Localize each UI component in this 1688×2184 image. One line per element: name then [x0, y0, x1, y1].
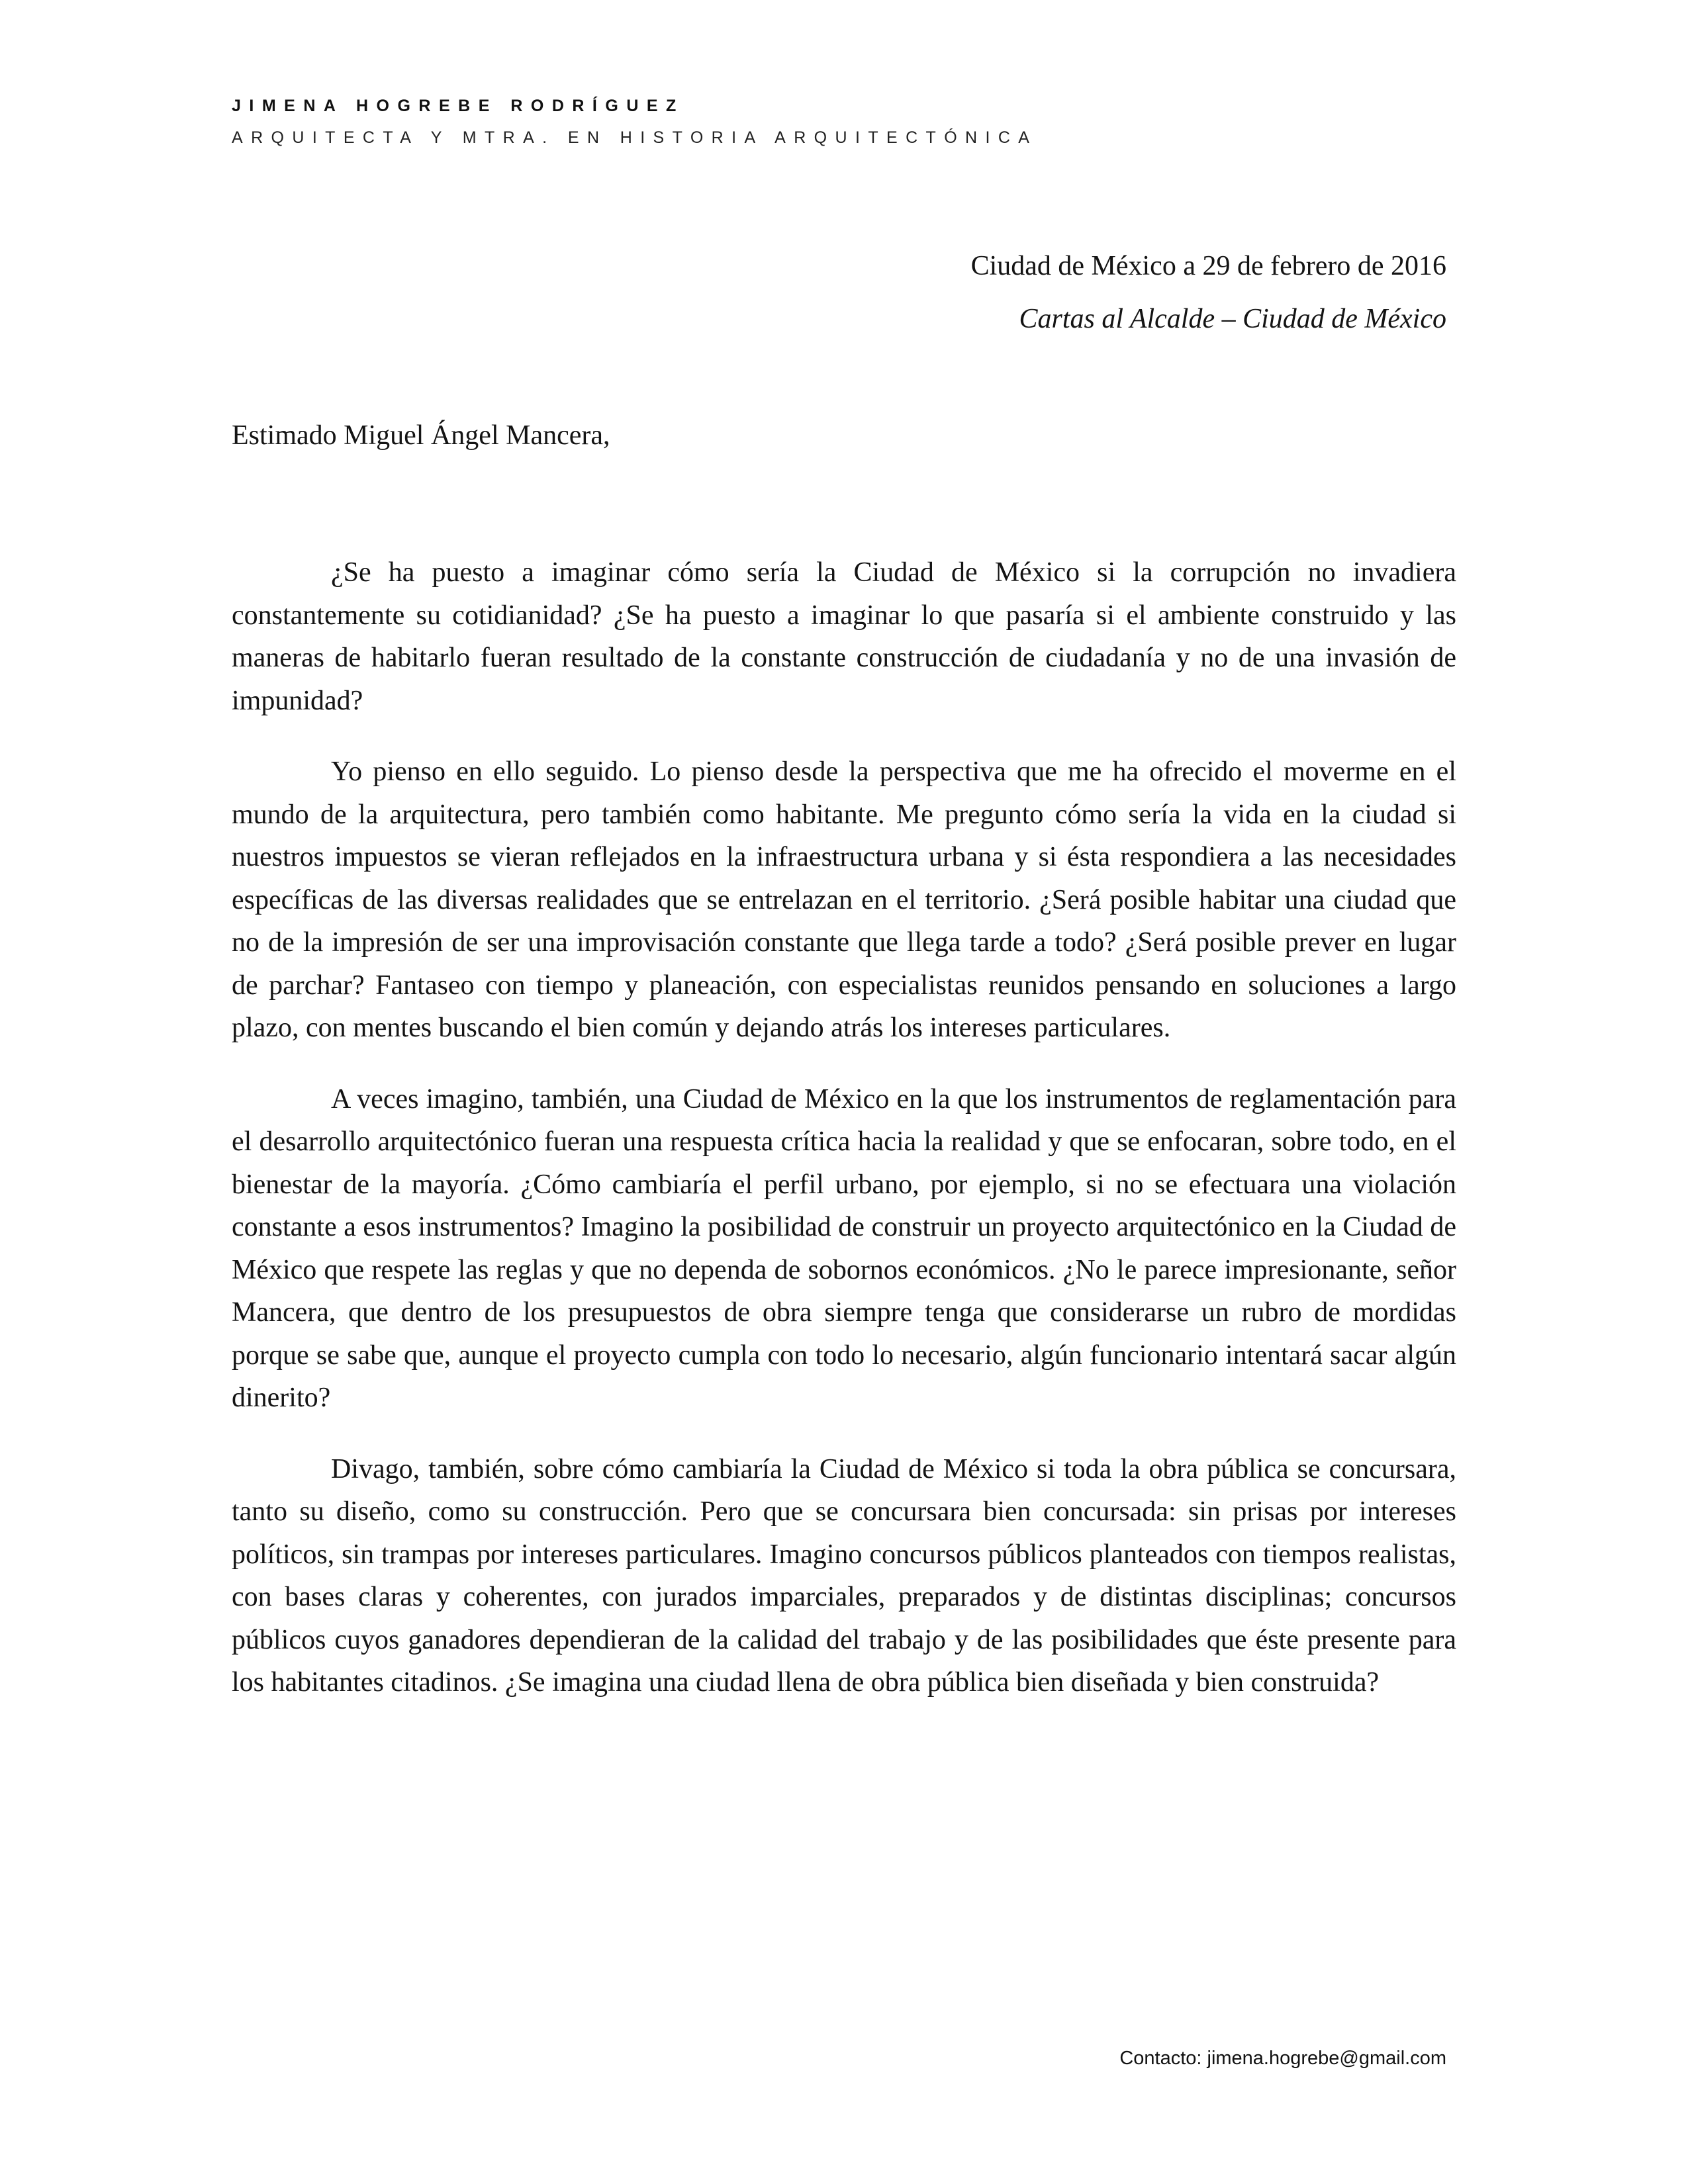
contact-footer: Contacto: jimena.hogrebe@gmail.com	[1119, 2048, 1446, 2069]
letter-subtitle: Cartas al Alcalde – Ciudad de México	[1019, 304, 1446, 334]
paragraph-2: Yo pienso en ello seguido. Lo pienso desde la perspectiva que me ha ofrecido el moverme en el mundo de la arquitectura, pero también como habitante. Me pregunto cómo sería la vida en la ciudad si nuestros impuestos se vieran reflejados en la infraestructura urbana y si ésta respondiera a las necesidades específicas de las diversas realidades que se entrelazan en el territorio. ¿Será posible habitar una ciudad que no de la impresión de ser una improvisación constante que llega tarde a todo? ¿Será posible prever en lugar de parchar? Fantaseo con tiempo y planeación, con especialistas reunidos pensando en soluciones a largo plazo, con mentes buscando el bien común y dejando atrás los intereses particulares.	[232, 756, 1456, 1043]
author-title: ARQUITECTA Y MTRA. EN HISTORIA ARQUITECTÓNICA	[232, 128, 1038, 147]
letter-header	[652, 246, 1446, 339]
paragraph-3: A veces imagino, también, una Ciudad de México en la que los instrumentos de reglamentación para el desarrollo arquitectónico fueran una respuesta crítica hacia la realidad y que se enfocaran, sobre todo, en el bienestar de la mayoría. ¿Cómo cambiaría el perfil urbano, por ejemplo, si no se efectuara una violación constante a esos instrumentos? Imagino la posibilidad de construir un proyecto arquitectónico en la Ciudad de México que respete las reglas y que no dependa de sobornos económicos. ¿No le parece impresionante, señor Mancera, que dentro de los presupuestos de obra siempre tenga que considerarse un rubro de mordidas porque se sabe que, aunque el proyecto cumpla con todo lo necesario, algún funcionario intentará sacar algún dinerito?	[232, 1083, 1456, 1413]
letter-body	[232, 551, 1456, 1733]
paragraph-1: ¿Se ha puesto a imaginar cómo sería la Ciudad de México si la corrupción no invadiera constantemente su cotidianidad? ¿Se ha puesto a imaginar lo que pasaría si el ambiente construido y las maneras de habitarlo fueran resultado de la constante construcción de ciudadanía y no de una invasión de impunidad?	[232, 557, 1456, 716]
place-date: Ciudad de México a 29 de febrero de 2016	[970, 251, 1446, 281]
salutation: Estimado Miguel Ángel Mancera,	[232, 420, 610, 451]
author-name: JIMENA HOGREBE RODRÍGUEZ	[232, 97, 684, 115]
paragraph-4: Divago, también, sobre cómo cambiaría la Ciudad de México si toda la obra pública se concursara, tanto su diseño, como su construcción. Pero que se concursara bien concursada: sin prisas por intereses políticos, sin trampas por intereses particulares. Imagino concursos públicos planteados con tiempos realistas, con bases claras y coherentes, con jurados imparciales, preparados y de distintas disciplinas; concursos públicos cuyos ganadores dependieran de la calidad del trabajo y de las posibilidades que éste presente para los habitantes citadinos. ¿Se imagina una ciudad llena de obra pública bien diseñada y bien construida?	[232, 1453, 1456, 1698]
letterhead	[232, 93, 1489, 151]
